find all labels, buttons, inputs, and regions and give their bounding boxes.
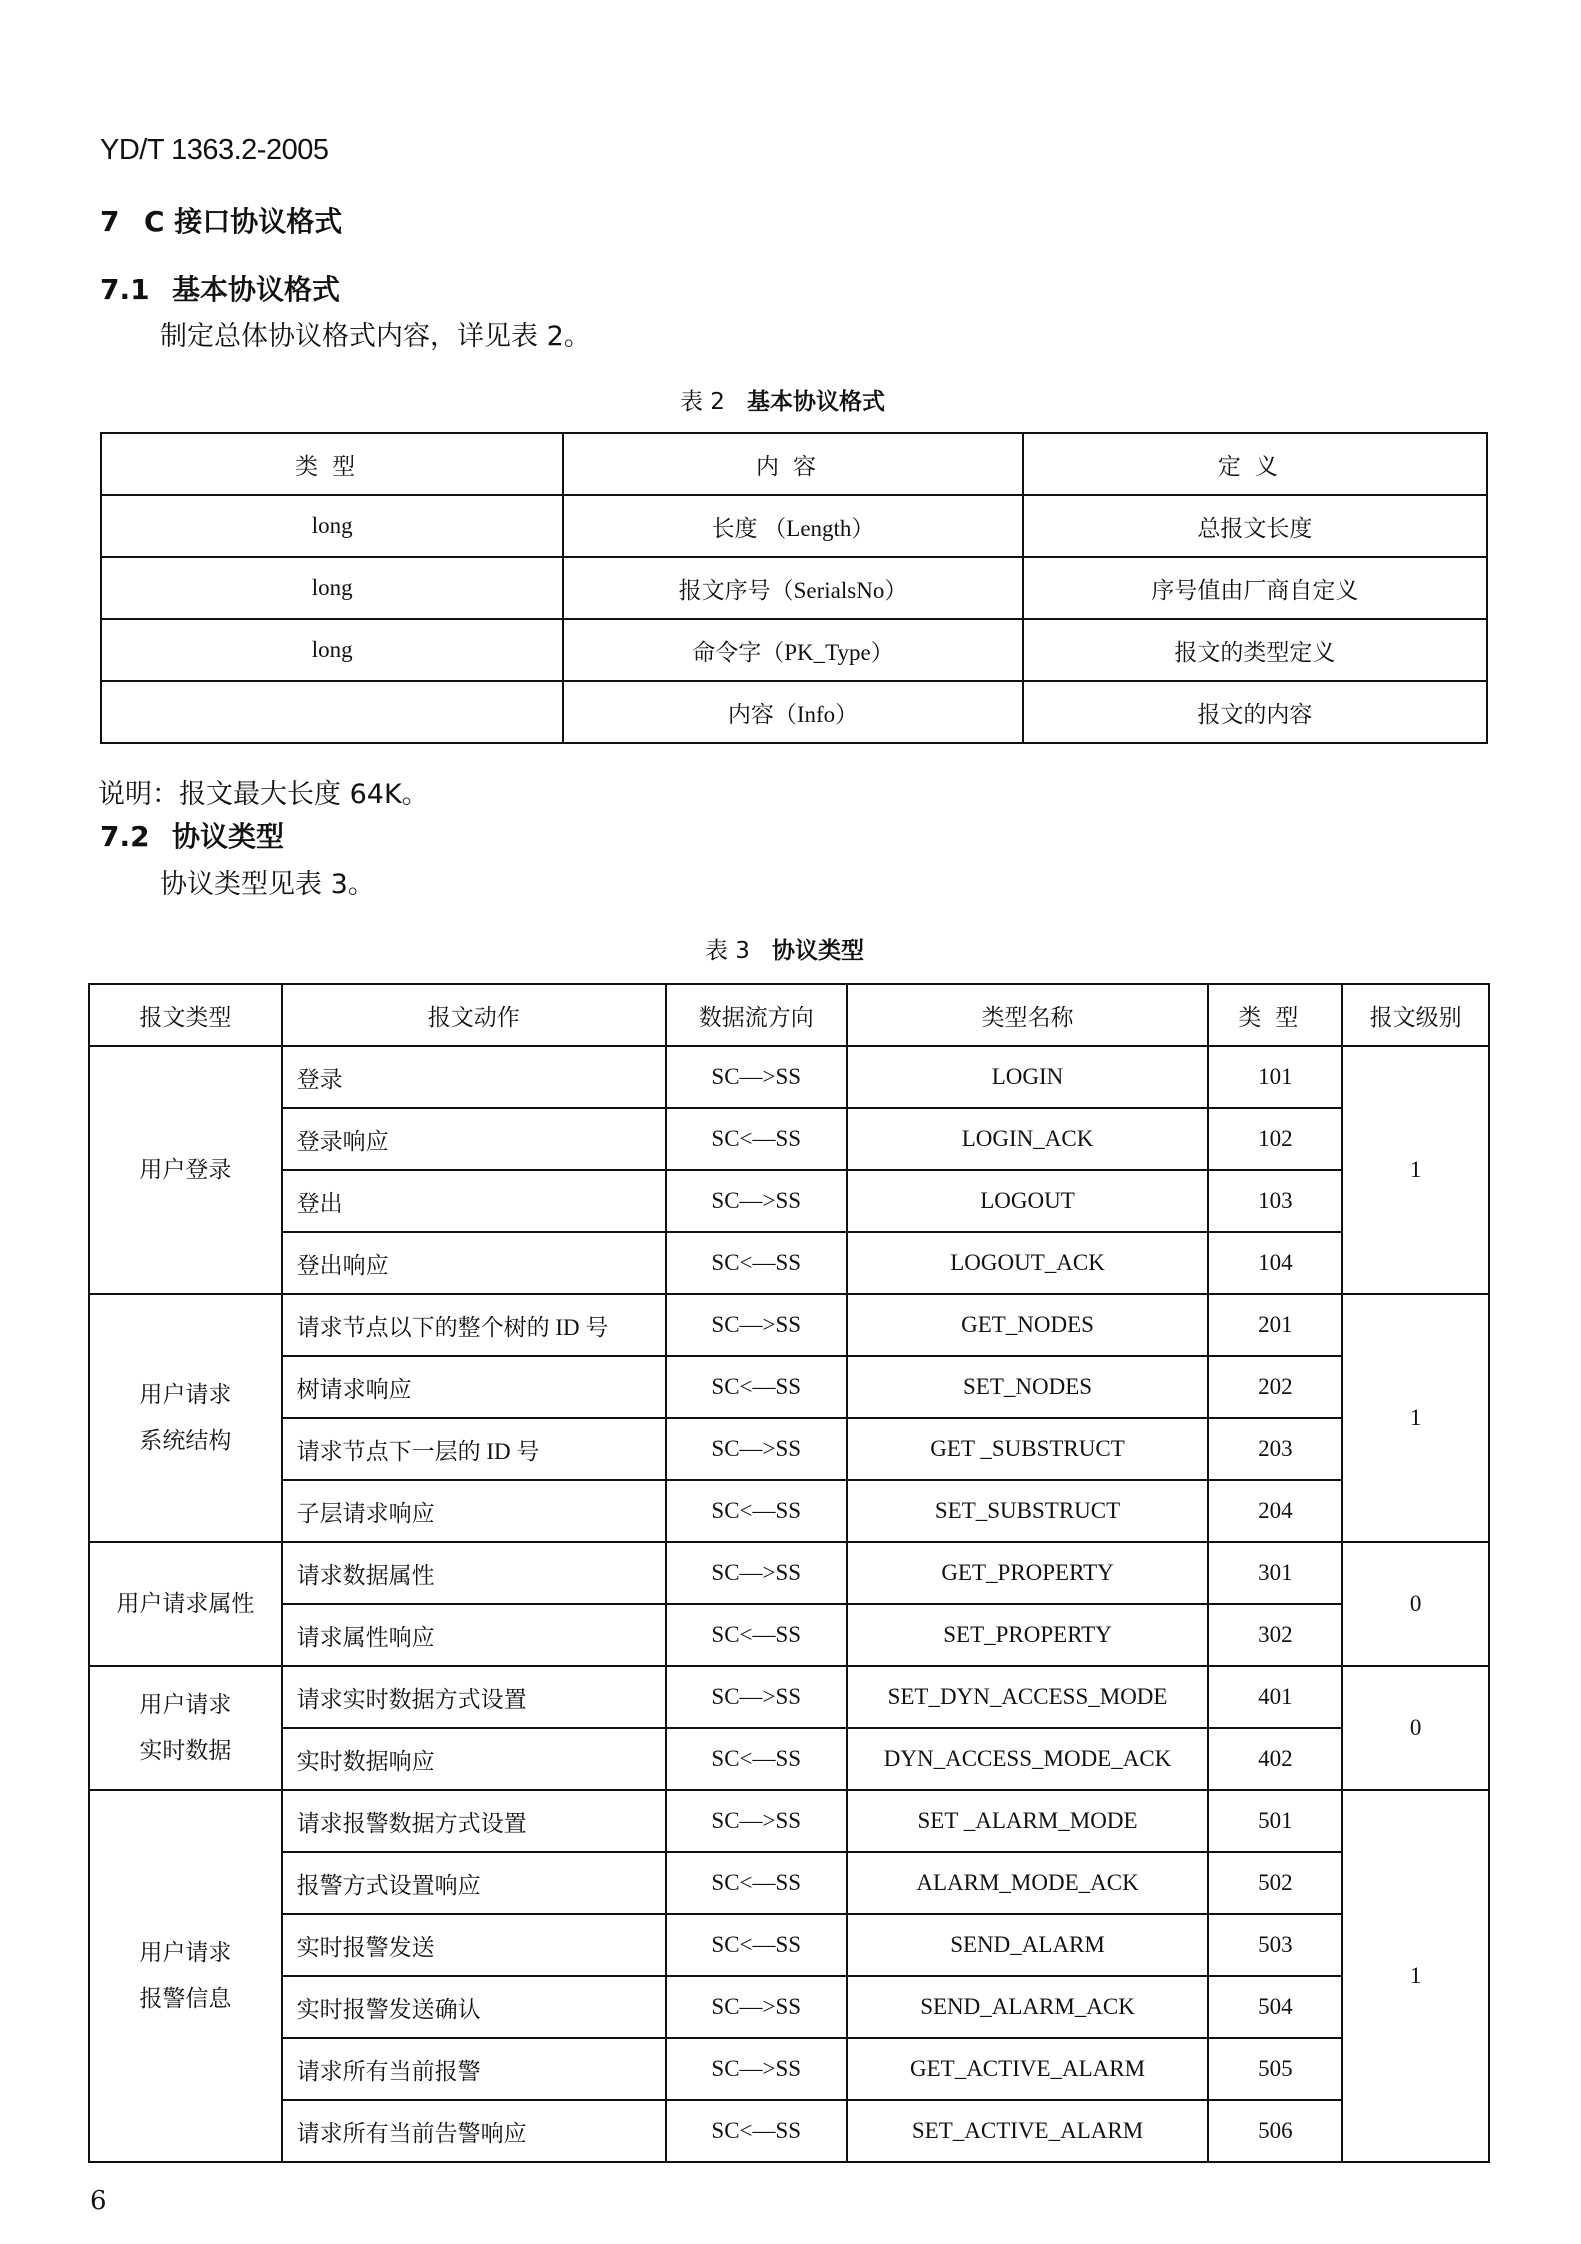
cell-type-name: SET_SUBSTRUCT [847, 1480, 1209, 1542]
section-7-2-heading [100, 815, 284, 855]
section-7-1-body: 制定总体协议格式内容，详见表 2。 [160, 321, 591, 352]
table-row [89, 1666, 1489, 1728]
section-title: C 接口协议格式 [144, 205, 343, 238]
cell-direction: SC—>SS [666, 1294, 847, 1356]
cell-direction: SC—>SS [666, 1542, 847, 1604]
cell-action: 登录 [282, 1046, 666, 1108]
header-definition: 定义 [1023, 433, 1487, 495]
cell-direction: SC—>SS [666, 1666, 847, 1728]
cell-type-code: 204 [1208, 1480, 1342, 1542]
cell-level: 1 [1342, 1294, 1489, 1542]
table-row [89, 1170, 1489, 1232]
header-content: 内容 [563, 433, 1022, 495]
table-row [89, 1418, 1489, 1480]
cell-action: 报警方式设置响应 [282, 1852, 666, 1914]
cell-type-name: SET_ACTIVE_ALARM [847, 2100, 1209, 2162]
cell-action: 子层请求响应 [282, 1480, 666, 1542]
cell-type-name: LOGIN [847, 1046, 1209, 1108]
table-row [89, 1914, 1489, 1976]
cell-type-code: 504 [1208, 1976, 1342, 2038]
cell-type-code: 402 [1208, 1728, 1342, 1790]
cell-level: 1 [1342, 1790, 1489, 2162]
cell-type-name: GET _SUBSTRUCT [847, 1418, 1209, 1480]
cell-type-code: 203 [1208, 1418, 1342, 1480]
table-row [89, 1232, 1489, 1294]
section-number: 7 [100, 205, 120, 238]
table-row [89, 2038, 1489, 2100]
cell-type-name: SEND_ALARM_ACK [847, 1976, 1209, 2038]
cell-direction: SC<—SS [666, 2100, 847, 2162]
table-2-note: 说明：报文最大长度 64K。 [98, 779, 429, 810]
cell-direction: SC—>SS [666, 1418, 847, 1480]
cell-action: 实时报警发送 [282, 1914, 666, 1976]
cell-definition: 报文的内容 [1023, 681, 1487, 743]
cell-level: 1 [1342, 1046, 1489, 1294]
table-2-caption [680, 383, 885, 416]
header-type-name: 类型名称 [847, 984, 1209, 1046]
table-row [101, 495, 1487, 557]
cell-direction: SC<—SS [666, 1604, 847, 1666]
cell-content: 报文序号（SerialsNo） [563, 557, 1022, 619]
cell-action: 请求实时数据方式设置 [282, 1666, 666, 1728]
cell-type-name: GET_ACTIVE_ALARM [847, 2038, 1209, 2100]
cell-definition: 报文的类型定义 [1023, 619, 1487, 681]
group-label-line2: 报警信息 [139, 1986, 232, 2011]
cell-action: 请求报警数据方式设置 [282, 1790, 666, 1852]
table-row [89, 1108, 1489, 1170]
table-row [89, 1852, 1489, 1914]
section-7-2-body: 协议类型见表 3。 [160, 869, 375, 900]
table-row [89, 1790, 1489, 1852]
group-cell-property [89, 1542, 282, 1666]
cell-type-code: 401 [1208, 1666, 1342, 1728]
cell-type-name: ALARM_MODE_ACK [847, 1852, 1209, 1914]
cell-type-code: 302 [1208, 1604, 1342, 1666]
cell-direction: SC—>SS [666, 1976, 847, 2038]
table-row [89, 1356, 1489, 1418]
cell-direction: SC—>SS [666, 1046, 847, 1108]
section-title: 基本协议格式 [172, 273, 341, 306]
cell-type-code: 101 [1208, 1046, 1342, 1108]
cell-direction: SC<—SS [666, 1480, 847, 1542]
cell-type-code: 505 [1208, 2038, 1342, 2100]
group-label-line2: 系统结构 [139, 1428, 232, 1453]
section-7-heading [100, 200, 342, 240]
header-message-action: 报文动作 [282, 984, 666, 1046]
cell-type: long [101, 495, 563, 557]
cell-action: 请求属性响应 [282, 1604, 666, 1666]
cell-definition: 总报文长度 [1023, 495, 1487, 557]
cell-type-name: GET_PROPERTY [847, 1542, 1209, 1604]
cell-direction: SC<—SS [666, 1852, 847, 1914]
cell-direction: SC<—SS [666, 1356, 847, 1418]
cell-action: 请求所有当前报警 [282, 2038, 666, 2100]
cell-type-code: 104 [1208, 1232, 1342, 1294]
table-number: 表 2 [680, 389, 725, 415]
cell-type-code: 501 [1208, 1790, 1342, 1852]
cell-type-code: 503 [1208, 1914, 1342, 1976]
table-row [101, 681, 1487, 743]
cell-type-name: SEND_ALARM [847, 1914, 1209, 1976]
cell-action: 树请求响应 [282, 1356, 666, 1418]
cell-direction: SC—>SS [666, 1170, 847, 1232]
table-row [101, 619, 1487, 681]
cell-action: 实时报警发送确认 [282, 1976, 666, 2038]
header-type-code: 类型 [1208, 984, 1342, 1046]
cell-action: 请求所有当前告警响应 [282, 2100, 666, 2162]
table-row [89, 2100, 1489, 2162]
standard-id: YD/T 1363.2-2005 [100, 134, 329, 166]
header-type: 类型 [101, 433, 563, 495]
cell-type-code: 102 [1208, 1108, 1342, 1170]
section-number: 7.2 [100, 820, 150, 853]
table-row [89, 1542, 1489, 1604]
cell-action: 登出 [282, 1170, 666, 1232]
cell-direction: SC<—SS [666, 1728, 847, 1790]
header-data-flow-direction: 数据流方向 [666, 984, 847, 1046]
cell-direction: SC<—SS [666, 1232, 847, 1294]
cell-type-code: 301 [1208, 1542, 1342, 1604]
table-row [89, 1046, 1489, 1108]
cell-action: 请求节点下一层的 ID 号 [282, 1418, 666, 1480]
group-cell-alarm-info [89, 1790, 282, 2162]
cell-type-name: LOGIN_ACK [847, 1108, 1209, 1170]
cell-type-name: DYN_ACCESS_MODE_ACK [847, 1728, 1209, 1790]
cell-type-name: SET _ALARM_MODE [847, 1790, 1209, 1852]
table-2-basic-protocol-format [100, 432, 1488, 744]
group-cell-system-structure [89, 1294, 282, 1542]
cell-action: 请求节点以下的整个树的 ID 号 [282, 1294, 666, 1356]
cell-type-code: 502 [1208, 1852, 1342, 1914]
table-header-row [89, 984, 1489, 1046]
table-row [89, 1480, 1489, 1542]
table-row [89, 1728, 1489, 1790]
cell-direction: SC—>SS [666, 1790, 847, 1852]
cell-type-name: SET_DYN_ACCESS_MODE [847, 1666, 1209, 1728]
cell-type-name: GET_NODES [847, 1294, 1209, 1356]
cell-type-name: SET_PROPERTY [847, 1604, 1209, 1666]
section-number: 7.1 [100, 273, 150, 306]
group-label-line1: 用户请求 [139, 1382, 232, 1407]
group-cell-user-login [89, 1046, 282, 1294]
group-label-line1: 用户请求 [139, 1692, 232, 1717]
section-7-1-heading [100, 268, 340, 308]
table-row [101, 557, 1487, 619]
cell-type: long [101, 619, 563, 681]
cell-level: 0 [1342, 1666, 1489, 1790]
cell-type-code: 506 [1208, 2100, 1342, 2162]
group-label-line1: 用户登录 [139, 1157, 232, 1182]
cell-direction: SC<—SS [666, 1914, 847, 1976]
cell-content: 内容（Info） [563, 681, 1022, 743]
group-label-line2: 实时数据 [139, 1738, 232, 1763]
group-label-line1: 用户请求 [139, 1940, 232, 1965]
table-row [89, 1976, 1489, 2038]
cell-action: 请求数据属性 [282, 1542, 666, 1604]
table-3-caption [705, 932, 864, 965]
cell-type-name: LOGOUT_ACK [847, 1232, 1209, 1294]
cell-type-code: 103 [1208, 1170, 1342, 1232]
table-title: 基本协议格式 [746, 389, 885, 415]
cell-type-code: 201 [1208, 1294, 1342, 1356]
cell-type-name: SET_NODES [847, 1356, 1209, 1418]
cell-direction: SC—>SS [666, 2038, 847, 2100]
cell-direction: SC<—SS [666, 1108, 847, 1170]
group-cell-realtime-data [89, 1666, 282, 1790]
cell-definition: 序号值由厂商自定义 [1023, 557, 1487, 619]
table-number: 表 3 [705, 938, 750, 964]
cell-content: 命令字（PK_Type） [563, 619, 1022, 681]
page-number: 6 [90, 2186, 107, 2216]
cell-type-name: LOGOUT [847, 1170, 1209, 1232]
table-row [89, 1604, 1489, 1666]
cell-type [101, 681, 563, 743]
header-message-level: 报文级别 [1342, 984, 1489, 1046]
cell-action: 登录响应 [282, 1108, 666, 1170]
header-message-type: 报文类型 [89, 984, 282, 1046]
table-header-row [101, 433, 1487, 495]
group-label-line1: 用户请求属性 [116, 1591, 255, 1616]
cell-level: 0 [1342, 1542, 1489, 1666]
cell-action: 登出响应 [282, 1232, 666, 1294]
cell-action: 实时数据响应 [282, 1728, 666, 1790]
cell-content: 长度 （Length） [563, 495, 1022, 557]
section-title: 协议类型 [172, 820, 285, 853]
cell-type-code: 202 [1208, 1356, 1342, 1418]
table-title: 协议类型 [771, 938, 864, 964]
table-3-protocol-types [88, 983, 1490, 2163]
table-row [89, 1294, 1489, 1356]
cell-type: long [101, 557, 563, 619]
